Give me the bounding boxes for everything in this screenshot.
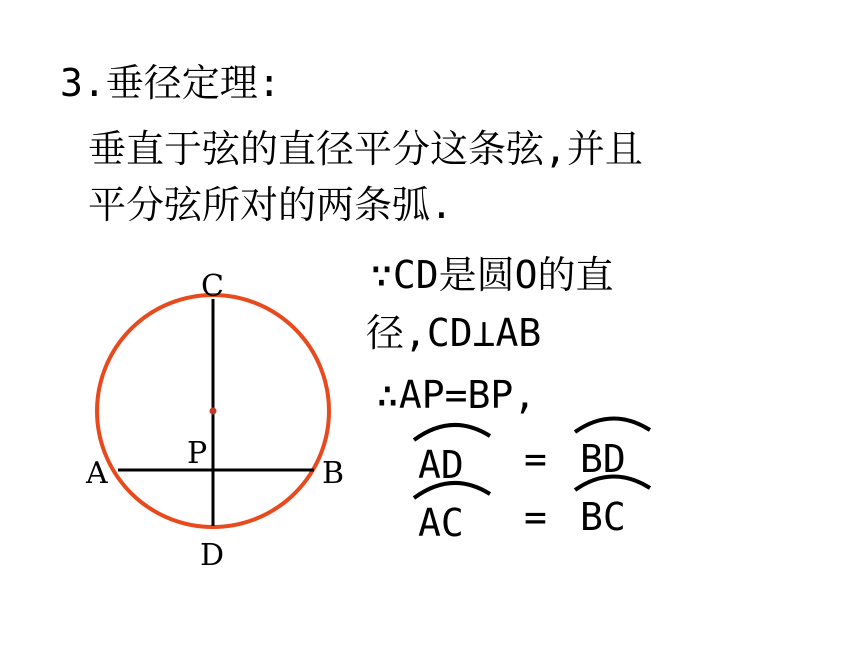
arc-bd-label: BD (580, 437, 626, 481)
equals-sign-2: = (524, 495, 547, 539)
arc-bc-label: BC (580, 495, 626, 539)
theorem-line-1: 垂直于弦的直径平分这条弦,并且 (88, 127, 643, 171)
section-title: 3.垂径定理: (60, 61, 281, 105)
conclusion-line: ∴AP=BP, (376, 373, 537, 417)
arc-ad-label: AD (418, 443, 464, 487)
arc-mark-ad (414, 425, 490, 440)
arc-ac-label: AC (418, 501, 464, 545)
label-b: B (322, 456, 345, 491)
equals-sign-1: = (524, 437, 547, 481)
given-line-2: 径,CD⊥AB (366, 311, 542, 355)
arc-mark-bd (575, 418, 650, 432)
label-d: D (200, 538, 225, 573)
label-p: P (187, 436, 208, 471)
center-point-o (210, 408, 217, 415)
label-a: A (86, 456, 108, 491)
given-line-1: ∵CD是圆O的直 (370, 253, 614, 297)
label-c: C (201, 269, 224, 304)
theorem-line-2: 平分弦所对的两条弧. (88, 183, 453, 227)
